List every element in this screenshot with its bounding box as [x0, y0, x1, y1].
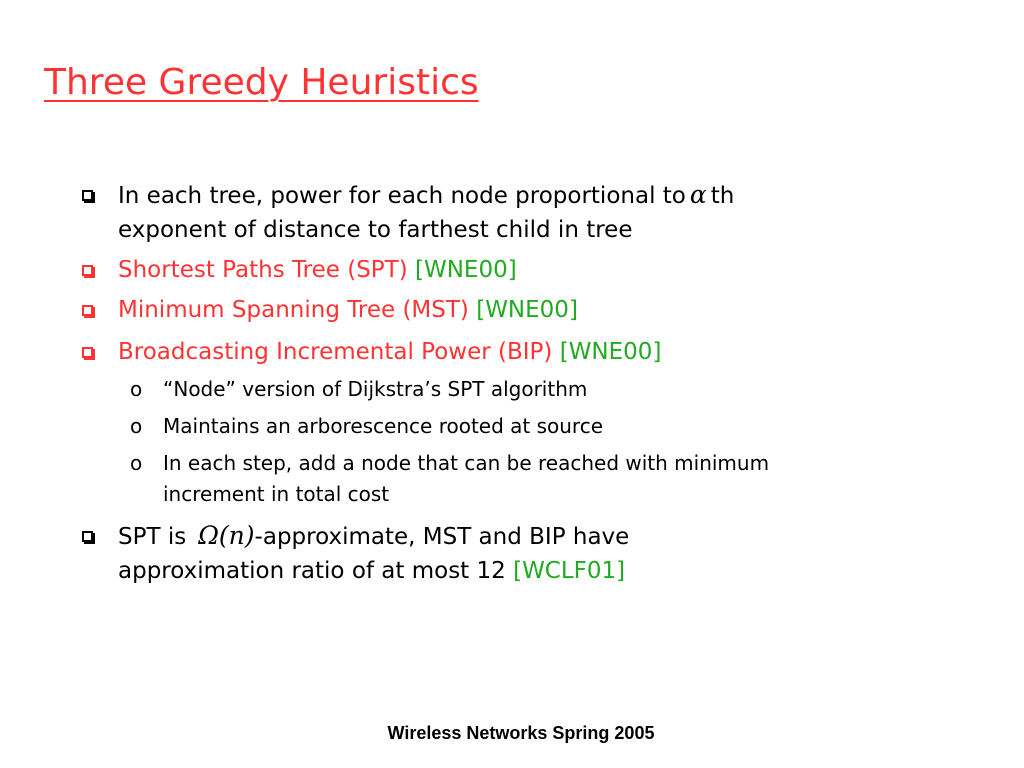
- sub-bullet-text-line1: In each step, add a node that can be reached with minimum: [163, 451, 770, 475]
- bullet-text: [118, 519, 629, 588]
- circle-bullet-icon: o: [130, 414, 143, 438]
- bullet-text-line1-suffix: th: [710, 183, 735, 209]
- square-bullet-icon: [82, 265, 93, 276]
- square-bullet-icon: [82, 190, 93, 201]
- bullet-label: Broadcasting Incremental Power (BIP): [118, 339, 553, 365]
- bullet-text-line2: approximation ratio of at most 12: [118, 558, 506, 584]
- bullet-text-line1: SPT is: [118, 524, 187, 550]
- page-title: Three Greedy Heuristics: [44, 62, 479, 103]
- omega-n-symbol: Ω(n): [198, 521, 255, 550]
- sub-bullet-text-line2: increment in total cost: [163, 482, 390, 506]
- bullet-text-line2: exponent of distance to farthest child in tree: [118, 217, 633, 243]
- citation: [WCLF01]: [513, 558, 626, 584]
- circle-bullet-icon: o: [130, 377, 143, 401]
- square-bullet-icon: [82, 305, 93, 316]
- alpha-symbol: α: [689, 180, 707, 209]
- citation: [WNE00]: [559, 339, 662, 365]
- bullet-text: [118, 335, 661, 369]
- citation: [WNE00]: [476, 297, 578, 323]
- bullet-text-line1: In each tree, power for each node proportional to: [118, 183, 686, 209]
- bullet-text: [118, 178, 734, 247]
- bullet-text: [118, 293, 578, 327]
- circle-bullet-icon: o: [130, 451, 143, 475]
- bullet-label: Minimum Spanning Tree (MST): [118, 297, 469, 323]
- bullet-text: [118, 253, 517, 287]
- bullet-label: Shortest Paths Tree (SPT): [118, 257, 408, 283]
- sub-bullet-text: [163, 448, 769, 510]
- sub-bullet-text: “Node” version of Dijkstra’s SPT algorithm: [163, 377, 588, 401]
- bullet-text-line1-suffix: -approximate, MST and BIP have: [254, 524, 630, 550]
- sub-bullet-text: Maintains an arborescence rooted at source: [163, 414, 604, 438]
- square-bullet-icon: [82, 347, 93, 358]
- footer-text: Wireless Networks Spring 2005: [387, 723, 655, 743]
- square-bullet-icon: [82, 531, 93, 542]
- citation: [WNE00]: [415, 257, 517, 283]
